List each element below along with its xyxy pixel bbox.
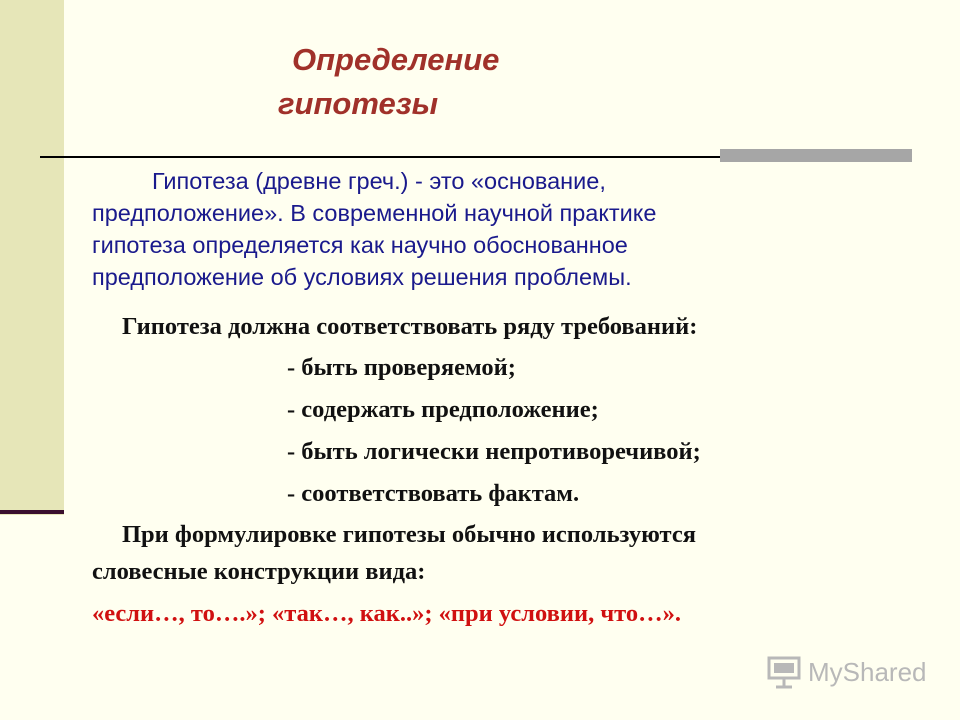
title-line-2: гипотезы bbox=[278, 86, 439, 121]
requirements-title: Гипотеза должна соответствовать ряду требований: bbox=[122, 313, 698, 340]
definition-line-2: предположение». В современной научной практике bbox=[92, 200, 657, 226]
definition-line-3: гипотеза определяется как научно обоснованное bbox=[92, 232, 628, 258]
left-bar-accent-line bbox=[0, 510, 64, 514]
presentation-board-icon bbox=[766, 655, 802, 689]
title-line-1: Определение bbox=[292, 42, 500, 77]
definition-line-4: предположение об условиях решения проблемы. bbox=[92, 264, 632, 290]
requirement-item: - соответствовать фактам. bbox=[287, 480, 580, 507]
examples-line: «если…, то….»; «так…, как..»; «при условии, что…». bbox=[92, 600, 681, 627]
watermark-text: MyShared bbox=[808, 656, 927, 687]
formulation-line-1: При формулировке гипотезы обычно используются bbox=[122, 521, 696, 548]
watermark bbox=[766, 655, 927, 689]
left-decorative-bar bbox=[0, 0, 64, 515]
requirement-item: - быть логически непротиворечивой; bbox=[287, 438, 701, 465]
requirement-item: - содержать предположение; bbox=[287, 396, 599, 423]
title-divider-accent bbox=[720, 149, 912, 162]
requirement-item: - быть проверяемой; bbox=[287, 354, 516, 381]
definition-paragraph bbox=[92, 165, 912, 293]
formulation-line-2: словесные конструкции вида: bbox=[92, 558, 426, 585]
definition-line-1: Гипотеза (древне греч.) - это «основание, bbox=[152, 168, 606, 194]
